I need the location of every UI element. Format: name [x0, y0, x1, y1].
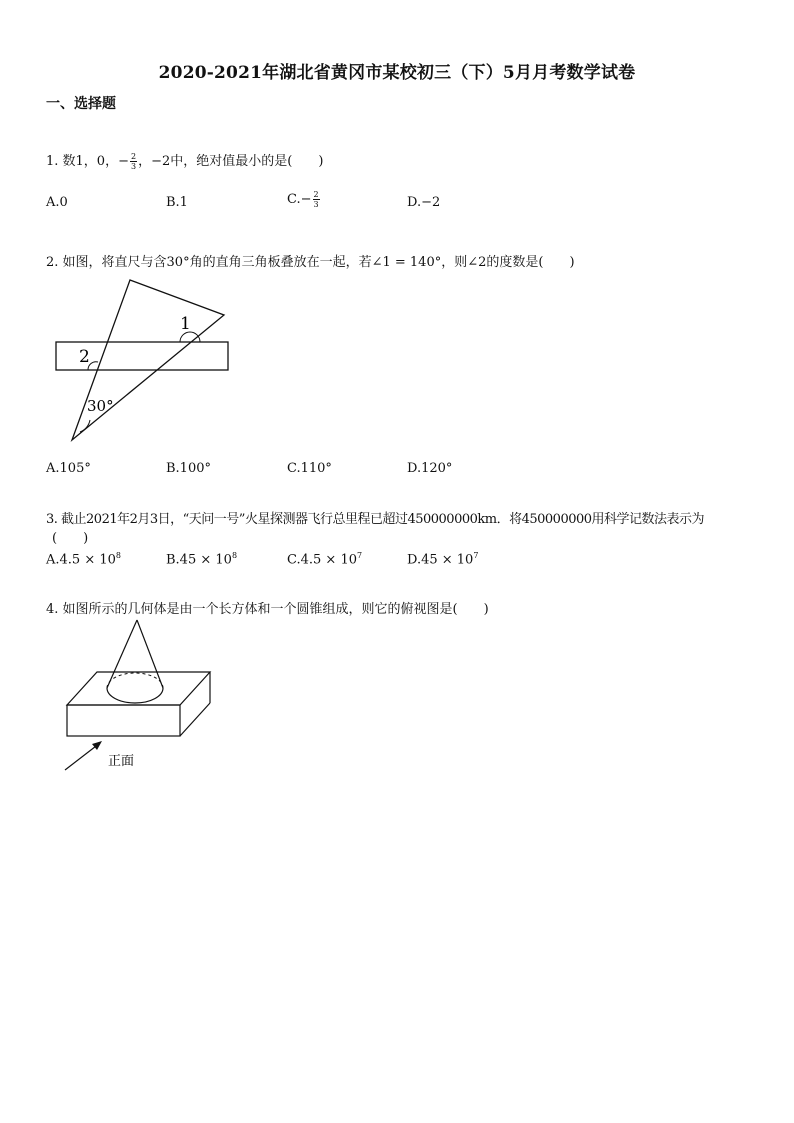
q1-stem-pre: 1. 数1，0， [46, 154, 119, 169]
q3-option-a[interactable] [46, 551, 121, 567]
q3-option-b[interactable] [166, 551, 237, 567]
q3-option-b-exp: 8 [231, 551, 238, 560]
question-3-stem-line2: ( ) [52, 531, 89, 546]
q3-option-a-base: A.4.5 × 10 [46, 552, 116, 568]
q2-ruler-triangle-figure [40, 270, 250, 450]
cuboid-side-edge [180, 703, 210, 736]
cone-base-back-arc [107, 673, 163, 688]
cone-right-edge [137, 620, 163, 688]
q2-option-c[interactable]: C.110° [287, 461, 332, 476]
q1-option-b[interactable]: B.1 [166, 195, 188, 210]
page-title: 2020-2021年湖北省黄冈市某校初三（下）5月月考数学试卷 [158, 63, 636, 83]
cone-base-front-arc [107, 688, 163, 703]
cuboid-top-face [67, 672, 210, 705]
q1-option-c-fraction [313, 190, 320, 209]
q1-option-d[interactable]: D.−2 [407, 195, 441, 210]
q1-frac-num: 2 [130, 152, 137, 161]
q2-option-d[interactable]: D.120° [407, 461, 453, 476]
q1-fraction [130, 152, 137, 171]
cuboid-front-face [67, 705, 180, 736]
q1-option-c[interactable] [287, 190, 321, 209]
q3-option-a-exp: 8 [115, 551, 121, 560]
q1-option-c-den: 3 [313, 200, 319, 209]
q1-stem-post: ，−2中，绝对值最小的是( ) [138, 154, 324, 169]
q1-frac-den: 3 [130, 162, 137, 171]
question-4-stem: 4. 如图所示的几何体是由一个长方体和一个圆锥组成，则它的俯视图是( ) [46, 602, 489, 617]
q3-option-d-exp: 7 [473, 551, 479, 560]
q1-option-a[interactable]: A.0 [46, 195, 68, 210]
q1-frac-sign: − [118, 154, 129, 169]
question-3-stem-line1: 3. 截止2021年2月3日，“天问一号”火星探测器飞行总里程已超过450000000km．将450000000用科学记数法表示为 [46, 512, 705, 527]
cone-left-edge [107, 620, 137, 688]
q3-option-c-base: C.4.5 × 10 [287, 552, 357, 568]
q2-option-b[interactable]: B.100° [166, 461, 211, 476]
q3-option-b-base: B.45 × 10 [166, 552, 232, 568]
angle-1-label: 1 [180, 314, 191, 334]
angle-30-label: 30° [87, 397, 114, 415]
q3-option-d[interactable] [407, 551, 478, 567]
q3-option-c-exp: 7 [357, 551, 363, 560]
set-square-triangle [72, 280, 224, 440]
q1-option-c-prefix: C.− [287, 192, 312, 207]
q3-option-c[interactable] [287, 551, 362, 567]
q3-option-d-base: D.45 × 10 [407, 552, 474, 568]
q1-option-c-num: 2 [313, 190, 319, 199]
q4-solid-figure [55, 615, 225, 780]
q2-option-a[interactable]: A.105° [46, 461, 91, 476]
question-1-stem [46, 150, 323, 171]
front-label: 正面 [108, 754, 135, 769]
question-2-stem: 2. 如图，将直尺与含30°角的直角三角板叠放在一起，若∠1 = 140°，则∠2的度数是( ) [46, 255, 575, 270]
section-heading: 一、选择题 [46, 96, 116, 112]
angle-2-label: 2 [79, 347, 90, 367]
